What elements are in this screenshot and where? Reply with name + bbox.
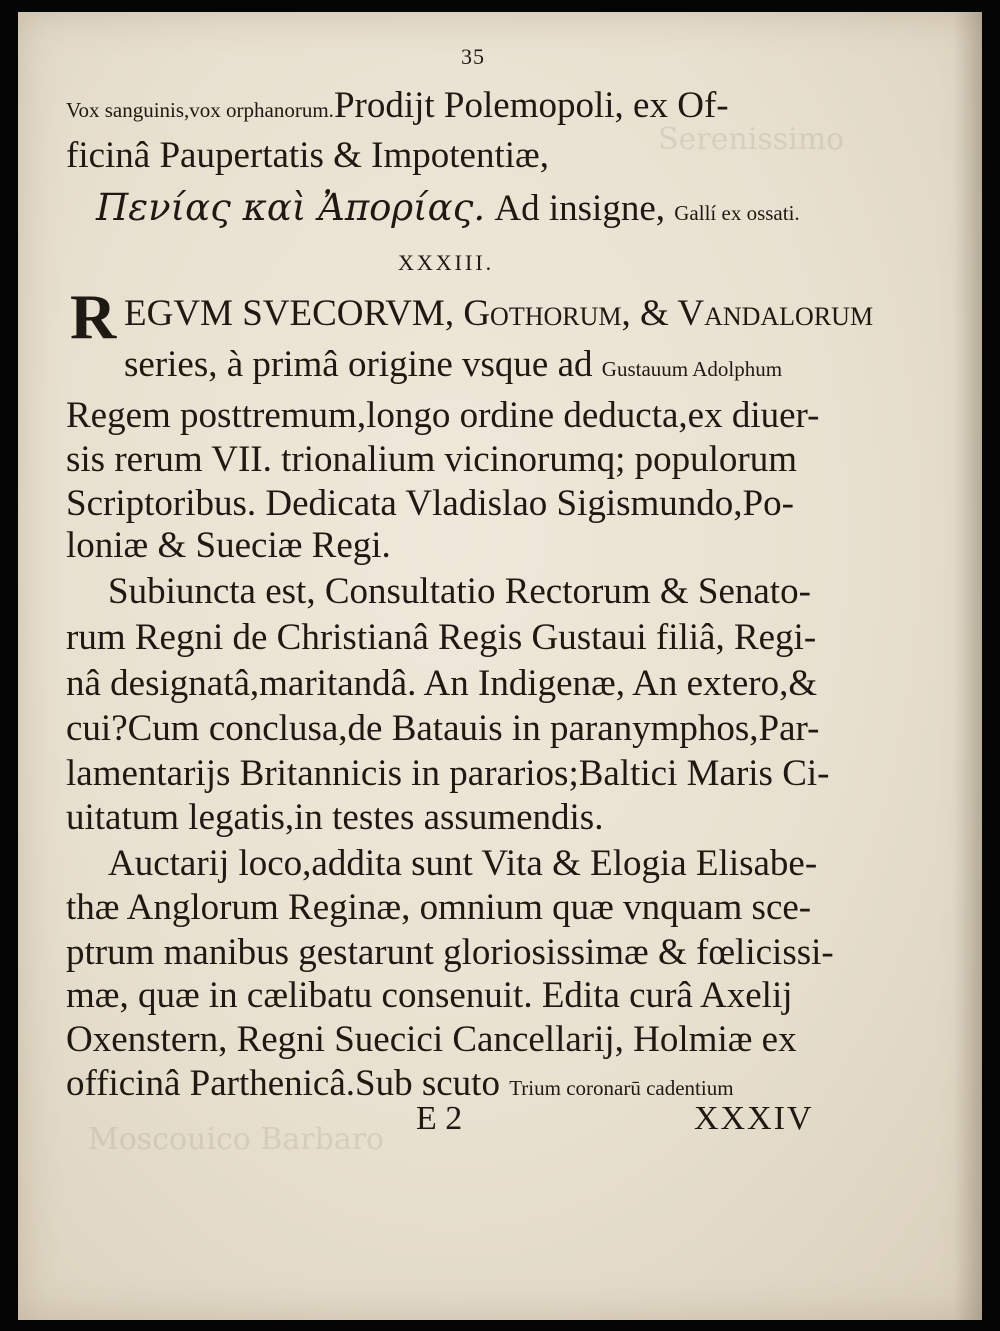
text-line: loniæ & Sueciæ Regi. <box>66 525 391 566</box>
show-through-text: Serenissimo <box>658 122 845 157</box>
title-line <box>66 86 729 130</box>
text-span: officinâ Parthenicâ.Sub scuto <box>66 1063 510 1104</box>
text-line: Subiuncta est, Consultatio Rectorum & Senato- <box>108 571 811 612</box>
text-line: Auctarij loco,addita sunt Vita & Elogia Elisabe- <box>108 843 818 884</box>
book-page <box>18 12 982 1320</box>
text-line: thæ Anglorum Reginæ, omnium quæ vnquam scе- <box>66 887 812 928</box>
text-line <box>124 345 782 389</box>
text-line: Oxenstern, Regni Suecici Cancellarij, Holmiæ ex <box>66 1019 797 1060</box>
drop-cap: R <box>70 281 117 352</box>
text-line: Scriptoribus. Dedicata Vladislao Sigismundo,Po- <box>66 483 794 524</box>
catchword: XXXIV <box>694 1100 814 1137</box>
text-line: uitatum legatis,in testes assumendis. <box>66 797 604 838</box>
text-line: mæ, quæ in cælibatu consenuit. Edita curâ Axelij <box>66 975 793 1016</box>
text-line: rum Regni de Christianâ Regis Gustaui filiâ, Regi- <box>66 617 817 658</box>
imprint-text: Ad insigne, <box>485 188 675 229</box>
title-main: Prodijt Polemopoli, ex Of- <box>333 85 729 126</box>
show-through-text: Moscouico Barbaro <box>88 1122 385 1157</box>
title-line <box>66 136 549 176</box>
text-line: cui?Cum conclusa,de Batauis in paranymphos,Par- <box>66 708 820 749</box>
text-line: lamentarijs Britannicis in pararios;Baltici Maris Ci- <box>66 753 830 794</box>
signature-mark: E 2 <box>416 1100 463 1137</box>
text-line: sis rerum VII. trionalium vicinorumq; populorum <box>66 439 798 480</box>
page-number: 35 <box>461 44 485 69</box>
text-line <box>66 1064 734 1108</box>
text-line: nâ designatâ,maritandâ. An Indigenæ, An extero,& <box>66 663 818 704</box>
text-small: Trium coronarū cadentium <box>509 1076 734 1100</box>
greek-motto: Πενίας καὶ Ἀπορίας. <box>96 186 486 229</box>
text-line: EGVM SVECORVM, Gothorum, & Vandalorum <box>124 293 874 334</box>
title-prefix: Vox sanguinis,vox orphanorum. <box>66 98 334 122</box>
text-line: ptrum manibus gestarunt gloriosissimæ & fœlicissi- <box>66 932 834 973</box>
imprint-line <box>96 188 800 233</box>
imprint-small: Gallí ex ossati. <box>674 201 800 225</box>
text-span: series, à primâ origine vsque ad <box>124 344 602 385</box>
text-small: Gustauum Adolphum <box>601 357 783 381</box>
title-main: ficinâ Paupertatis & Impotentiæ, <box>66 135 549 176</box>
text-line: Regem posttremum,longo ordine deducta,ex diuer- <box>66 395 820 436</box>
entry-number: XXXIII. <box>398 250 495 275</box>
